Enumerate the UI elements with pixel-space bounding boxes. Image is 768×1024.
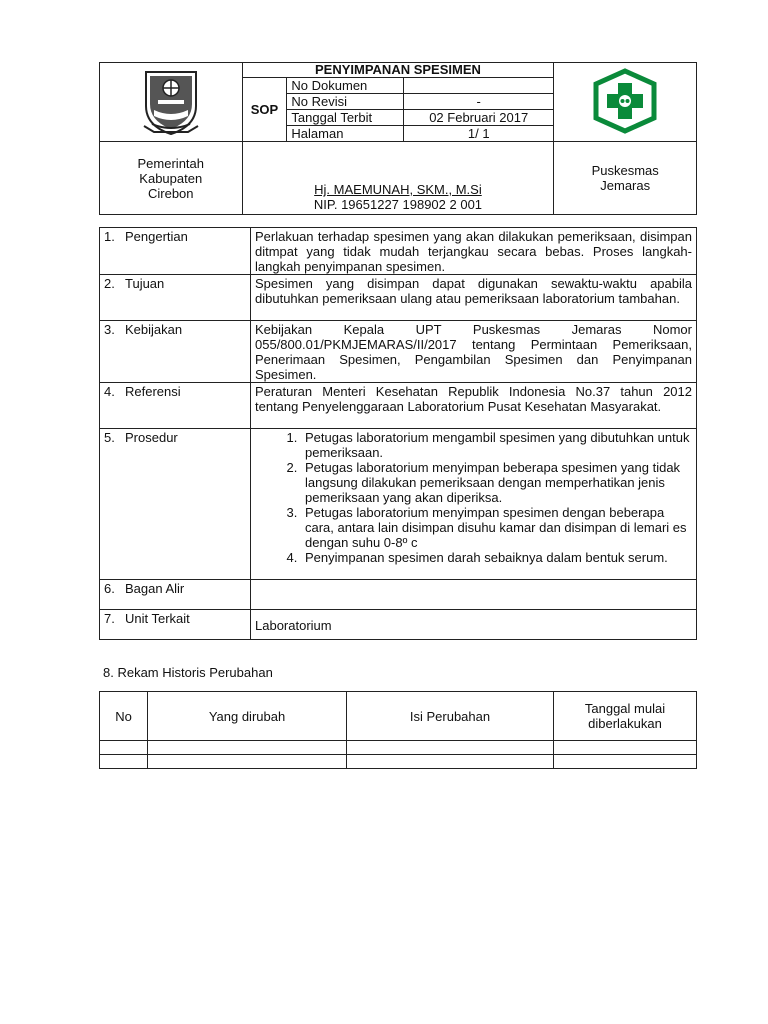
government-line-2: Kabupaten	[139, 170, 203, 186]
signature-cell	[242, 142, 554, 215]
section-label: 5. Prosedur	[100, 429, 251, 580]
section-row	[100, 228, 697, 275]
sop-content-table	[99, 227, 697, 640]
section-bagan-text	[251, 580, 697, 610]
prosedur-list	[255, 430, 692, 565]
puskesmas-line-1: Puskesmas	[591, 163, 659, 178]
prosedur-step: 1. Petugas laboratorium mengambil spesimen yang dibutuhkan untuk pemeriksaan.	[301, 430, 692, 460]
no-revisi-label: No Revisi	[287, 94, 404, 110]
regency-logo-cell	[100, 63, 243, 142]
history-col-tanggal: Tanggal mulai diberlakukan	[554, 692, 697, 741]
government-line-1: Pemerintah	[137, 155, 204, 171]
section-row	[100, 610, 697, 640]
government-line-3: Cirebon	[147, 185, 194, 201]
section-label: 7. Unit Terkait	[100, 610, 251, 640]
section-label: 2. Tujuan	[100, 275, 251, 321]
halaman-value: 1/ 1	[404, 126, 554, 142]
section-label: 3. Kebijakan	[100, 321, 251, 383]
no-dokumen-label: No Dokumen	[287, 78, 404, 94]
section-pengertian-text: Perlakuan terhadap spesimen yang akan dilakukan pemeriksaan, disimpan ditmpat yang tidak mudah terjangkau secara bebas. Proses langkah-langkah penyimpanan spesimen.	[251, 228, 697, 275]
section-label: 6. Bagan Alir	[100, 580, 251, 610]
history-col-yang-dirubah: Yang dirubah	[148, 692, 347, 741]
no-dokumen-value	[404, 78, 554, 94]
section-label: 1. Pengertian	[100, 228, 251, 275]
table-row	[100, 755, 697, 769]
prosedur-step: 4. Penyimpanan spesimen darah sebaiknya dalam bentuk serum.	[301, 550, 692, 565]
signer-name: Hj. MAEMUNAH, SKM., M.Si	[314, 182, 482, 197]
history-col-isi-perubahan: Isi Perubahan	[347, 692, 554, 741]
puskesmas-logo-icon	[586, 67, 664, 135]
government-cell	[100, 142, 243, 215]
puskesmas-logo-cell	[554, 63, 697, 142]
section-row	[100, 429, 697, 580]
no-revisi-value: -	[404, 94, 554, 110]
sop-title: PENYIMPANAN SPESIMEN	[242, 63, 554, 78]
history-col-no: No	[100, 692, 148, 741]
cirebon-emblem-icon	[140, 66, 202, 136]
table-row	[100, 741, 697, 755]
prosedur-step: 3. Petugas laboratorium menyimpan spesimen dengan beberapa cara, antara lain disimpan disuhu kamar dan disimpan di lemari es dengan suhu 0-8º c	[301, 505, 692, 550]
section-row	[100, 275, 697, 321]
section-unit-text: Laboratorium	[251, 610, 697, 640]
tanggal-terbit-label: Tanggal Terbit	[287, 110, 404, 126]
section-row	[100, 383, 697, 429]
section-kebijakan-text: Kebijakan Kepala UPT Puskesmas Jemaras Nomor 055/800.01/PKMJEMARAS/II/2017 tentang Permintaan Pemeriksaan, Penerimaan Spesimen, Pengambilan Spesimen dan Penyimpanan Spesimen.	[251, 321, 697, 383]
section-row	[100, 580, 697, 610]
section-referensi-text: Peraturan Menteri Kesehatan Republik Indonesia No.37 tahun 2012 tentang Penyelenggaraan Laboratorium Pusat Kesehatan Masyarakat.	[251, 383, 697, 429]
tanggal-terbit-value: 02 Februari 2017	[404, 110, 554, 126]
section-tujuan-text: Spesimen yang disimpan dapat digunakan sewaktu-waktu apabila dibutuhkan pemeriksaan ulang atau pemeriksaan laboratorium tambahan.	[251, 275, 697, 321]
signer-nip: NIP. 19651227 198902 2 001	[313, 197, 483, 212]
puskesmas-line-2: Jemaras	[600, 178, 651, 193]
history-table	[99, 691, 697, 769]
sop-label: SOP	[242, 78, 287, 142]
halaman-label: Halaman	[287, 126, 404, 142]
prosedur-step: 2. Petugas laboratorium menyimpan beberapa spesimen yang tidak langsung dilakukan pemeriksaan dengan memperhatikan jenis pemeriksaan yang akan diperiksa.	[301, 460, 692, 505]
section-label: 4. Referensi	[100, 383, 251, 429]
history-section-label: 8. Rekam Historis Perubahan	[103, 665, 273, 680]
section-prosedur-cell	[251, 429, 697, 580]
puskesmas-cell	[554, 142, 697, 215]
section-row	[100, 321, 697, 383]
sop-header-table	[99, 62, 697, 215]
